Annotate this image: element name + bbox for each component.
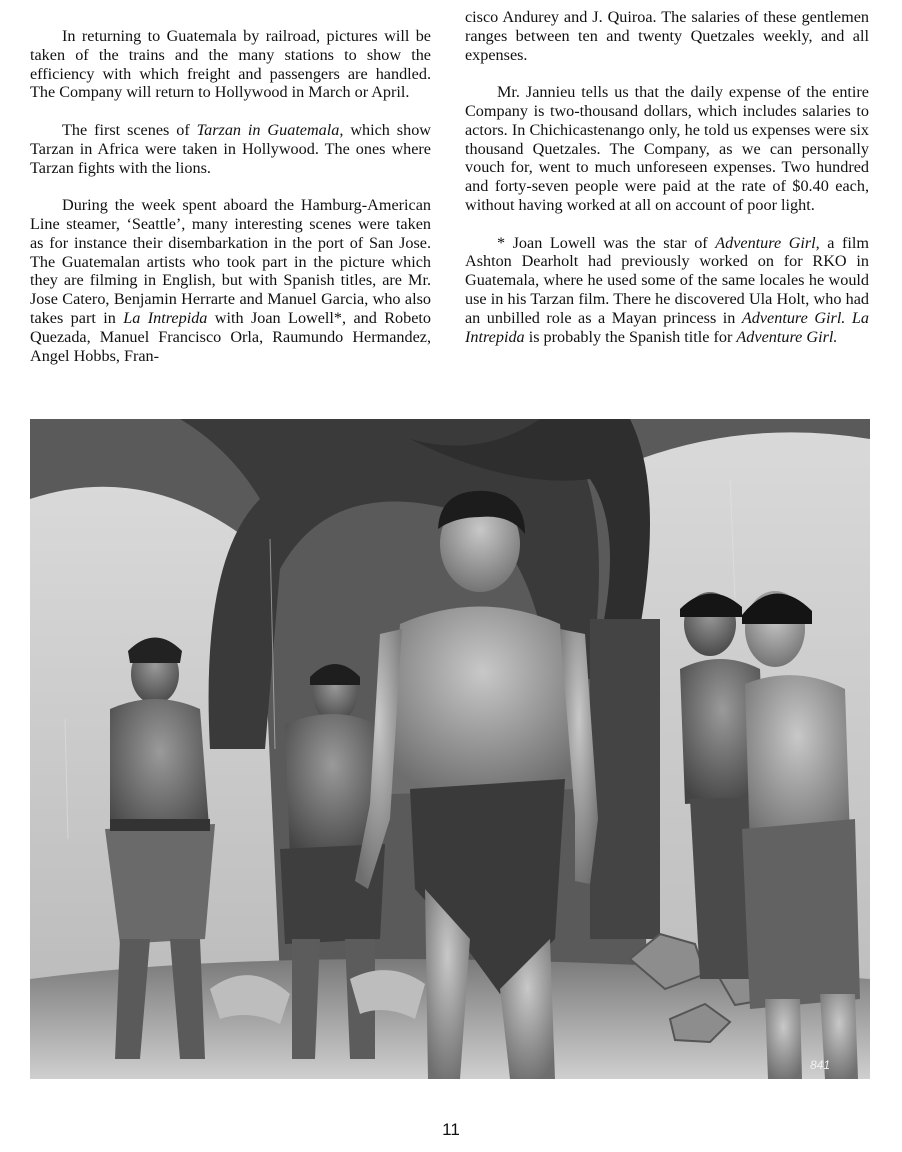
photo-marking: 841 — [810, 1058, 831, 1072]
paragraph-first-scenes: The first scenes of Tarzan in Guatemala, which show Tarzan in Africa were taken in Hollywood. The ones where Tarzan fights with the lions. — [30, 120, 431, 177]
footnote-joan-lowell: * Joan Lowell was the star of Adventure Girl, a film Ashton Dearholt had previously worked on for RKO in Guatemala, where he used some of the same locales he would use in his Tarzan film. There he discovered Ula Holt, who had an unbilled role as a Mayan princess in Adventure Girl. La Intrepida is probably the Spanish title for Adventure Girl. — [465, 233, 869, 346]
page-number: 11 — [442, 1120, 460, 1139]
photo-illustration — [30, 419, 870, 1079]
left-column — [30, 8, 431, 365]
paragraph-steamer: During the week spent aboard the Hamburg-American Line steamer, ‘Seattle’, many interesting scenes were taken as for instance their disembarkation in the port of San Jose. The Guatemalan artists who took part in the picture which they are filming in English, but with Spanish titles, are Mr. Jose Catero, Benjamin Herrarte and Manuel Garcia, who also takes part in La Intrepida with Joan Lowell*, and Robeto Quezada, Manuel Francisco Orla, Raumundo Hermandez, Angel Hobbs, Fran- — [30, 196, 431, 365]
paragraph-salaries: cisco Andurey and J. Quiroa. The salaries of these gentlemen ranges between ten and twenty Quetzales weekly, and all expenses. — [465, 8, 869, 64]
paragraph-railroad: In returning to Guatemala by railroad, pictures will be taken of the trains and the many stations to show the efficiency with which freight and passengers are handled. The Company will return to Hollywood in March or April. — [30, 27, 431, 102]
film-still-photo — [30, 419, 870, 1079]
paragraph-expenses: Mr. Jannieu tells us that the daily expense of the entire Company is two-thousand dollars, which includes salaries to actors. In Chichicastenango only, he told us expenses were six thousand Quetzales. The Company, as we can personally vouch for, went to much unforeseen expenses. Two hundred and forty-seven people were paid at the rate of $0.40 each, without having worked at all on account of poor light. — [465, 83, 869, 214]
right-column — [465, 8, 869, 346]
